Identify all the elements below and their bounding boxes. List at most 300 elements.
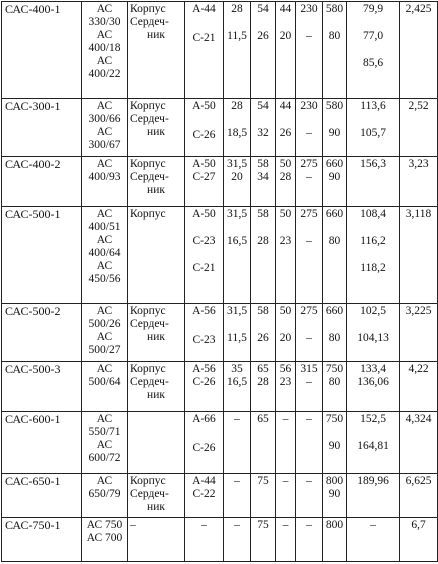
- dimension-value: 80: [328, 332, 341, 344]
- weight-cell: [400, 207, 438, 304]
- weight-cell: [400, 362, 438, 412]
- value: 152,5: [360, 413, 386, 425]
- value: 136,06: [357, 376, 389, 388]
- dimension-value: –: [306, 235, 312, 247]
- value-cell: [347, 207, 400, 304]
- dimension-value: 315: [300, 363, 318, 375]
- part-name: Корпус: [130, 3, 166, 15]
- dimension-cell: [251, 157, 276, 207]
- weight-value: 2,52: [408, 100, 429, 112]
- wire-brand-text: 500/64: [88, 376, 121, 388]
- clamp-type: САС-600-1: [5, 412, 61, 426]
- dimension-value: 11,5: [227, 332, 247, 344]
- part-cell: [128, 412, 185, 474]
- wire-brand: [84, 331, 125, 357]
- wire-brand-cell: [82, 412, 128, 474]
- weight-cell: [400, 157, 438, 207]
- wire-brand: [84, 208, 125, 234]
- wire-brand-text: АС: [96, 234, 113, 246]
- dimension-value: 90: [328, 440, 341, 452]
- dimension-value: 75: [257, 519, 269, 531]
- dimension-value: 28: [279, 171, 292, 183]
- steel-grade: А-56: [192, 305, 216, 317]
- wire-brand: [84, 260, 125, 286]
- wire-brand-text: АС: [96, 158, 113, 170]
- dimension-cell: [251, 362, 276, 412]
- dimension-value: –: [306, 171, 312, 183]
- dimension-cell: [224, 518, 251, 562]
- steel-grade-cell: [185, 474, 224, 518]
- dimension-value: 80: [328, 376, 341, 388]
- dimension-value: 26: [257, 30, 269, 42]
- clamp-type: САС-500-2: [5, 304, 61, 318]
- part-name: –: [130, 519, 136, 531]
- dimension-cell: [323, 157, 347, 207]
- part-cell: [128, 362, 185, 412]
- steel-grade-cell: [185, 412, 224, 474]
- dimension-value: –: [282, 475, 289, 487]
- wire-brand: [84, 55, 125, 81]
- part-name: Сердеч-: [130, 113, 169, 125]
- clamp-spec-table: [1, 1, 438, 562]
- wire-brand-cell: [82, 157, 128, 207]
- weight-value: 3,118: [405, 208, 432, 220]
- dimension-value: 230: [300, 100, 318, 112]
- wire-brand-text: 400/93: [88, 171, 121, 183]
- dimension-cell: [276, 412, 296, 474]
- wire-brand: [84, 29, 125, 55]
- value: –: [370, 519, 376, 531]
- dimension-cell: [251, 2, 276, 99]
- weight-value: 6,7: [411, 519, 426, 531]
- dimension-value: 23: [279, 376, 292, 388]
- value: 77,0: [362, 30, 384, 42]
- value-cell: [347, 474, 400, 518]
- steel-grade: А-50: [192, 100, 216, 112]
- clamp-type: САС-750-1: [5, 518, 61, 532]
- dimension-value: 32: [257, 127, 269, 139]
- table-row: [2, 412, 438, 474]
- value: 85,6: [362, 57, 384, 69]
- wire-brand-text: АС: [96, 363, 113, 375]
- dimension-cell: [296, 362, 323, 412]
- wire-brand-text: АС: [96, 126, 113, 138]
- dimension-value: 56: [279, 363, 292, 375]
- wire-brand-text: АС 700: [86, 532, 123, 544]
- wire-brand-text: АС: [96, 29, 113, 41]
- steel-grade: С-27: [192, 171, 216, 183]
- dimension-cell: [296, 2, 323, 99]
- clamp-type-cell: [2, 304, 82, 362]
- part-name: ник: [147, 331, 165, 343]
- wire-brand: [84, 234, 125, 260]
- dimension-cell: [323, 304, 347, 362]
- dimension-cell: [224, 157, 251, 207]
- dimension-cell: [276, 362, 296, 412]
- dimension-cell: [276, 157, 296, 207]
- steel-grade: С-26: [192, 442, 216, 454]
- table-row: [2, 304, 438, 362]
- dimension-value: 90: [328, 488, 341, 500]
- table-row: [2, 207, 438, 304]
- value: 104,13: [357, 332, 389, 344]
- part-name: ник: [147, 184, 165, 196]
- wire-brand-text: 450/56: [88, 273, 121, 285]
- dimension-value: 28: [231, 3, 243, 15]
- weight-cell: [400, 518, 438, 562]
- dimension-value: –: [306, 127, 312, 139]
- steel-grade: С-21: [192, 32, 216, 44]
- clamp-type-cell: [2, 99, 82, 157]
- clamp-type: САС-400-2: [5, 157, 61, 171]
- wire-brand-text: АС: [96, 331, 113, 343]
- dimension-value: 660: [325, 208, 344, 220]
- dimension-value: –: [282, 519, 289, 531]
- wire-brand-cell: [82, 518, 128, 562]
- wire-brand: [84, 532, 125, 545]
- steel-grade-cell: [185, 362, 224, 412]
- part-name: Корпус: [130, 100, 166, 112]
- wire-brand-text: 300/67: [88, 139, 121, 151]
- clamp-type-cell: [2, 412, 82, 474]
- wire-brand: [84, 305, 125, 331]
- dimension-value: 65: [257, 363, 269, 375]
- dimension-cell: [323, 474, 347, 518]
- part-cell: [128, 304, 185, 362]
- dimension-value: 11,5: [227, 30, 247, 42]
- dimension-value: 26: [257, 332, 269, 344]
- table-row: [2, 157, 438, 207]
- wire-brand-text: АС: [96, 475, 113, 487]
- dimension-cell: [251, 99, 276, 157]
- dimension-cell: [224, 2, 251, 99]
- table-row: [2, 99, 438, 157]
- dimension-value: –: [234, 475, 240, 487]
- dimension-cell: [276, 474, 296, 518]
- clamp-type-cell: [2, 362, 82, 412]
- dimension-cell: [323, 362, 347, 412]
- clamp-type: САС-400-1: [5, 2, 61, 16]
- wire-brand: [84, 363, 125, 389]
- value: 156,3: [360, 158, 386, 170]
- steel-grade-cell: [185, 207, 224, 304]
- dimension-cell: [224, 99, 251, 157]
- clamp-type-cell: [2, 518, 82, 562]
- wire-brand-text: АС: [96, 55, 113, 67]
- dimension-value: 20: [279, 332, 292, 344]
- weight-value: 3,23: [408, 158, 429, 170]
- dimension-value: 31,5: [226, 208, 248, 220]
- wire-brand-text: 600/72: [88, 452, 121, 464]
- dimension-value: 16,5: [226, 376, 248, 388]
- dimension-value: –: [306, 519, 312, 531]
- dimension-cell: [224, 207, 251, 304]
- dimension-value: 16,5: [226, 235, 248, 247]
- dimension-value: 580: [325, 100, 344, 112]
- value: 79,9: [362, 3, 384, 15]
- wire-brand-text: АС: [96, 100, 113, 112]
- clamp-type-cell: [2, 474, 82, 518]
- dimension-value: 80: [328, 30, 341, 42]
- dimension-value: –: [306, 413, 312, 425]
- wire-brand-cell: [82, 207, 128, 304]
- part-name: Сердеч-: [130, 376, 169, 388]
- part-name: ник: [147, 126, 165, 138]
- steel-grade: С-23: [192, 235, 216, 247]
- dimension-cell: [296, 207, 323, 304]
- weight-value: 6,625: [405, 475, 432, 487]
- dimension-value: 58: [257, 158, 269, 170]
- weight-cell: [400, 474, 438, 518]
- wire-brand: [84, 100, 125, 126]
- dimension-value: 65: [257, 413, 269, 425]
- weight-cell: [400, 304, 438, 362]
- steel-grade: А-44: [192, 3, 216, 15]
- dimension-value: 90: [328, 171, 341, 183]
- dimension-value: –: [306, 376, 312, 388]
- value-cell: [347, 157, 400, 207]
- wire-brand: [84, 3, 125, 29]
- clamp-type-cell: [2, 207, 82, 304]
- steel-grade-cell: [185, 2, 224, 99]
- value: 189,96: [357, 475, 389, 487]
- dimension-value: 31,5: [226, 158, 248, 170]
- steel-grade-cell: [185, 518, 224, 562]
- steel-grade-cell: [185, 157, 224, 207]
- part-name: ник: [147, 389, 165, 401]
- dimension-value: 28: [257, 235, 269, 247]
- steel-grade: А-50: [192, 208, 216, 220]
- dimension-cell: [276, 207, 296, 304]
- dimension-value: 28: [231, 100, 243, 112]
- table-row: [2, 474, 438, 518]
- dimension-value: –: [306, 475, 312, 487]
- steel-grade: А-66: [192, 413, 216, 425]
- steel-grade: А-44: [192, 475, 216, 487]
- steel-grade: А-56: [192, 363, 216, 375]
- dimension-value: 800: [325, 475, 344, 487]
- dimension-cell: [251, 474, 276, 518]
- part-cell: [128, 518, 185, 562]
- dimension-value: –: [282, 413, 289, 425]
- weight-cell: [400, 99, 438, 157]
- wire-brand-cell: [82, 304, 128, 362]
- wire-brand-text: АС: [96, 439, 113, 451]
- wire-brand: [84, 475, 125, 501]
- dimension-value: 275: [300, 208, 318, 220]
- part-name: Корпус: [130, 475, 166, 487]
- steel-grade-cell: [185, 99, 224, 157]
- steel-grade: А-50: [192, 158, 216, 170]
- dimension-cell: [296, 304, 323, 362]
- steel-grade: С-26: [192, 376, 216, 388]
- wire-brand-text: АС 750: [86, 519, 123, 531]
- table-row: [2, 518, 438, 562]
- dimension-value: –: [234, 519, 240, 531]
- wire-brand: [84, 158, 125, 184]
- dimension-value: 18,5: [226, 127, 248, 139]
- dimension-value: 50: [279, 208, 292, 220]
- dimension-value: 750: [325, 413, 344, 425]
- clamp-type: САС-300-1: [5, 99, 61, 113]
- dimension-cell: [251, 412, 276, 474]
- weight-value: 3,225: [405, 305, 432, 317]
- dimension-cell: [323, 518, 347, 562]
- dimension-cell: [224, 304, 251, 362]
- wire-brand-text: 500/27: [88, 344, 121, 356]
- dimension-value: 660: [325, 305, 344, 317]
- dimension-cell: [296, 99, 323, 157]
- dimension-value: 58: [257, 208, 269, 220]
- wire-brand-cell: [82, 362, 128, 412]
- wire-brand-text: АС: [96, 413, 113, 425]
- dimension-value: 35: [231, 363, 243, 375]
- value-cell: [347, 362, 400, 412]
- wire-brand-text: 550/71: [88, 426, 121, 438]
- dimension-value: 20: [279, 30, 292, 42]
- value-cell: [347, 518, 400, 562]
- steel-grade: С-26: [192, 129, 216, 141]
- table-row: [2, 2, 438, 99]
- dimension-value: 34: [257, 171, 269, 183]
- dimension-cell: [296, 157, 323, 207]
- steel-grade: –: [201, 519, 207, 531]
- value: 133,4: [360, 363, 386, 375]
- dimension-value: –: [234, 413, 240, 425]
- part-name: Корпус: [130, 305, 166, 317]
- dimension-value: 54: [257, 100, 269, 112]
- value: 164,81: [357, 440, 389, 452]
- value-cell: [347, 2, 400, 99]
- part-name: Сердеч-: [130, 171, 169, 183]
- part-cell: [128, 207, 185, 304]
- wire-brand-text: 300/66: [88, 113, 121, 125]
- weight-value: 4,324: [405, 413, 432, 425]
- dimension-value: 44: [279, 3, 292, 15]
- weight-cell: [400, 412, 438, 474]
- value: 113,6: [360, 100, 386, 112]
- part-name: Корпус: [130, 208, 166, 220]
- dimension-value: 230: [300, 3, 318, 15]
- dimension-value: 580: [325, 3, 344, 15]
- wire-brand-cell: [82, 99, 128, 157]
- value: 118,2: [360, 262, 386, 274]
- wire-brand: [84, 413, 125, 439]
- dimension-value: 20: [231, 171, 243, 183]
- dimension-value: 750: [325, 363, 344, 375]
- weight-value: 2,425: [405, 3, 432, 15]
- wire-brand-text: 400/51: [88, 221, 121, 233]
- steel-grade: С-21: [192, 262, 216, 274]
- wire-brand-text: 400/18: [88, 42, 121, 54]
- dimension-value: 44: [279, 100, 292, 112]
- wire-brand-cell: [82, 474, 128, 518]
- dimension-cell: [251, 207, 276, 304]
- dimension-cell: [323, 412, 347, 474]
- dimension-value: –: [306, 332, 312, 344]
- value: 105,7: [360, 127, 386, 139]
- wire-brand-text: 330/30: [88, 16, 121, 28]
- part-name: Корпус: [130, 158, 166, 170]
- value: 102,5: [360, 305, 386, 317]
- wire-brand: [84, 439, 125, 465]
- value-cell: [347, 99, 400, 157]
- wire-brand-text: АС: [96, 260, 113, 272]
- clamp-type-cell: [2, 157, 82, 207]
- dimension-value: 75: [257, 475, 269, 487]
- dimension-cell: [296, 474, 323, 518]
- part-cell: [128, 99, 185, 157]
- dimension-cell: [251, 304, 276, 362]
- table-row: [2, 362, 438, 412]
- dimension-value: 50: [279, 305, 292, 317]
- dimension-cell: [276, 99, 296, 157]
- steel-grade-cell: [185, 304, 224, 362]
- wire-brand-text: АС: [96, 305, 113, 317]
- value-cell: [347, 304, 400, 362]
- dimension-cell: [224, 412, 251, 474]
- part-name: ник: [147, 29, 165, 41]
- dimension-value: 31,5: [226, 305, 248, 317]
- dimension-cell: [224, 474, 251, 518]
- wire-brand: [84, 126, 125, 152]
- clamp-type: САС-500-1: [5, 207, 61, 221]
- wire-brand-text: АС: [96, 208, 113, 220]
- wire-brand-text: 500/26: [88, 318, 121, 330]
- dimension-cell: [224, 362, 251, 412]
- dimension-cell: [323, 99, 347, 157]
- wire-brand-text: 400/64: [88, 247, 121, 259]
- part-name: ник: [147, 501, 165, 513]
- dimension-value: 275: [300, 305, 318, 317]
- weight-cell: [400, 2, 438, 99]
- dimension-cell: [276, 518, 296, 562]
- clamp-type: САС-650-1: [5, 474, 61, 488]
- part-cell: [128, 474, 185, 518]
- part-name: Корпус: [130, 363, 166, 375]
- dimension-value: 660: [325, 158, 344, 170]
- dimension-value: 80: [328, 235, 341, 247]
- dimension-value: 50: [279, 158, 292, 170]
- dimension-value: 23: [279, 235, 292, 247]
- wire-brand-text: АС: [96, 3, 113, 15]
- dimension-value: 58: [257, 305, 269, 317]
- dimension-value: 90: [328, 127, 341, 139]
- dimension-value: 54: [257, 3, 269, 15]
- dimension-cell: [251, 518, 276, 562]
- dimension-cell: [276, 2, 296, 99]
- value: 108,4: [360, 208, 386, 220]
- value: 116,2: [360, 235, 386, 247]
- value-cell: [347, 412, 400, 474]
- dimension-value: –: [306, 30, 312, 42]
- wire-brand-cell: [82, 2, 128, 99]
- dimension-value: 28: [257, 376, 269, 388]
- wire-brand-text: 650/79: [88, 488, 121, 500]
- part-name: Сердеч-: [130, 16, 169, 28]
- dimension-value: 800: [325, 519, 344, 531]
- steel-grade: С-23: [192, 334, 216, 346]
- clamp-type: САС-500-3: [5, 362, 61, 376]
- wire-brand: [84, 519, 125, 532]
- weight-value: 4,22: [408, 363, 429, 375]
- dimension-cell: [323, 2, 347, 99]
- dimension-cell: [276, 304, 296, 362]
- part-name: Сердеч-: [130, 318, 169, 330]
- part-cell: [128, 157, 185, 207]
- steel-grade: С-22: [192, 488, 216, 500]
- part-cell: [128, 2, 185, 99]
